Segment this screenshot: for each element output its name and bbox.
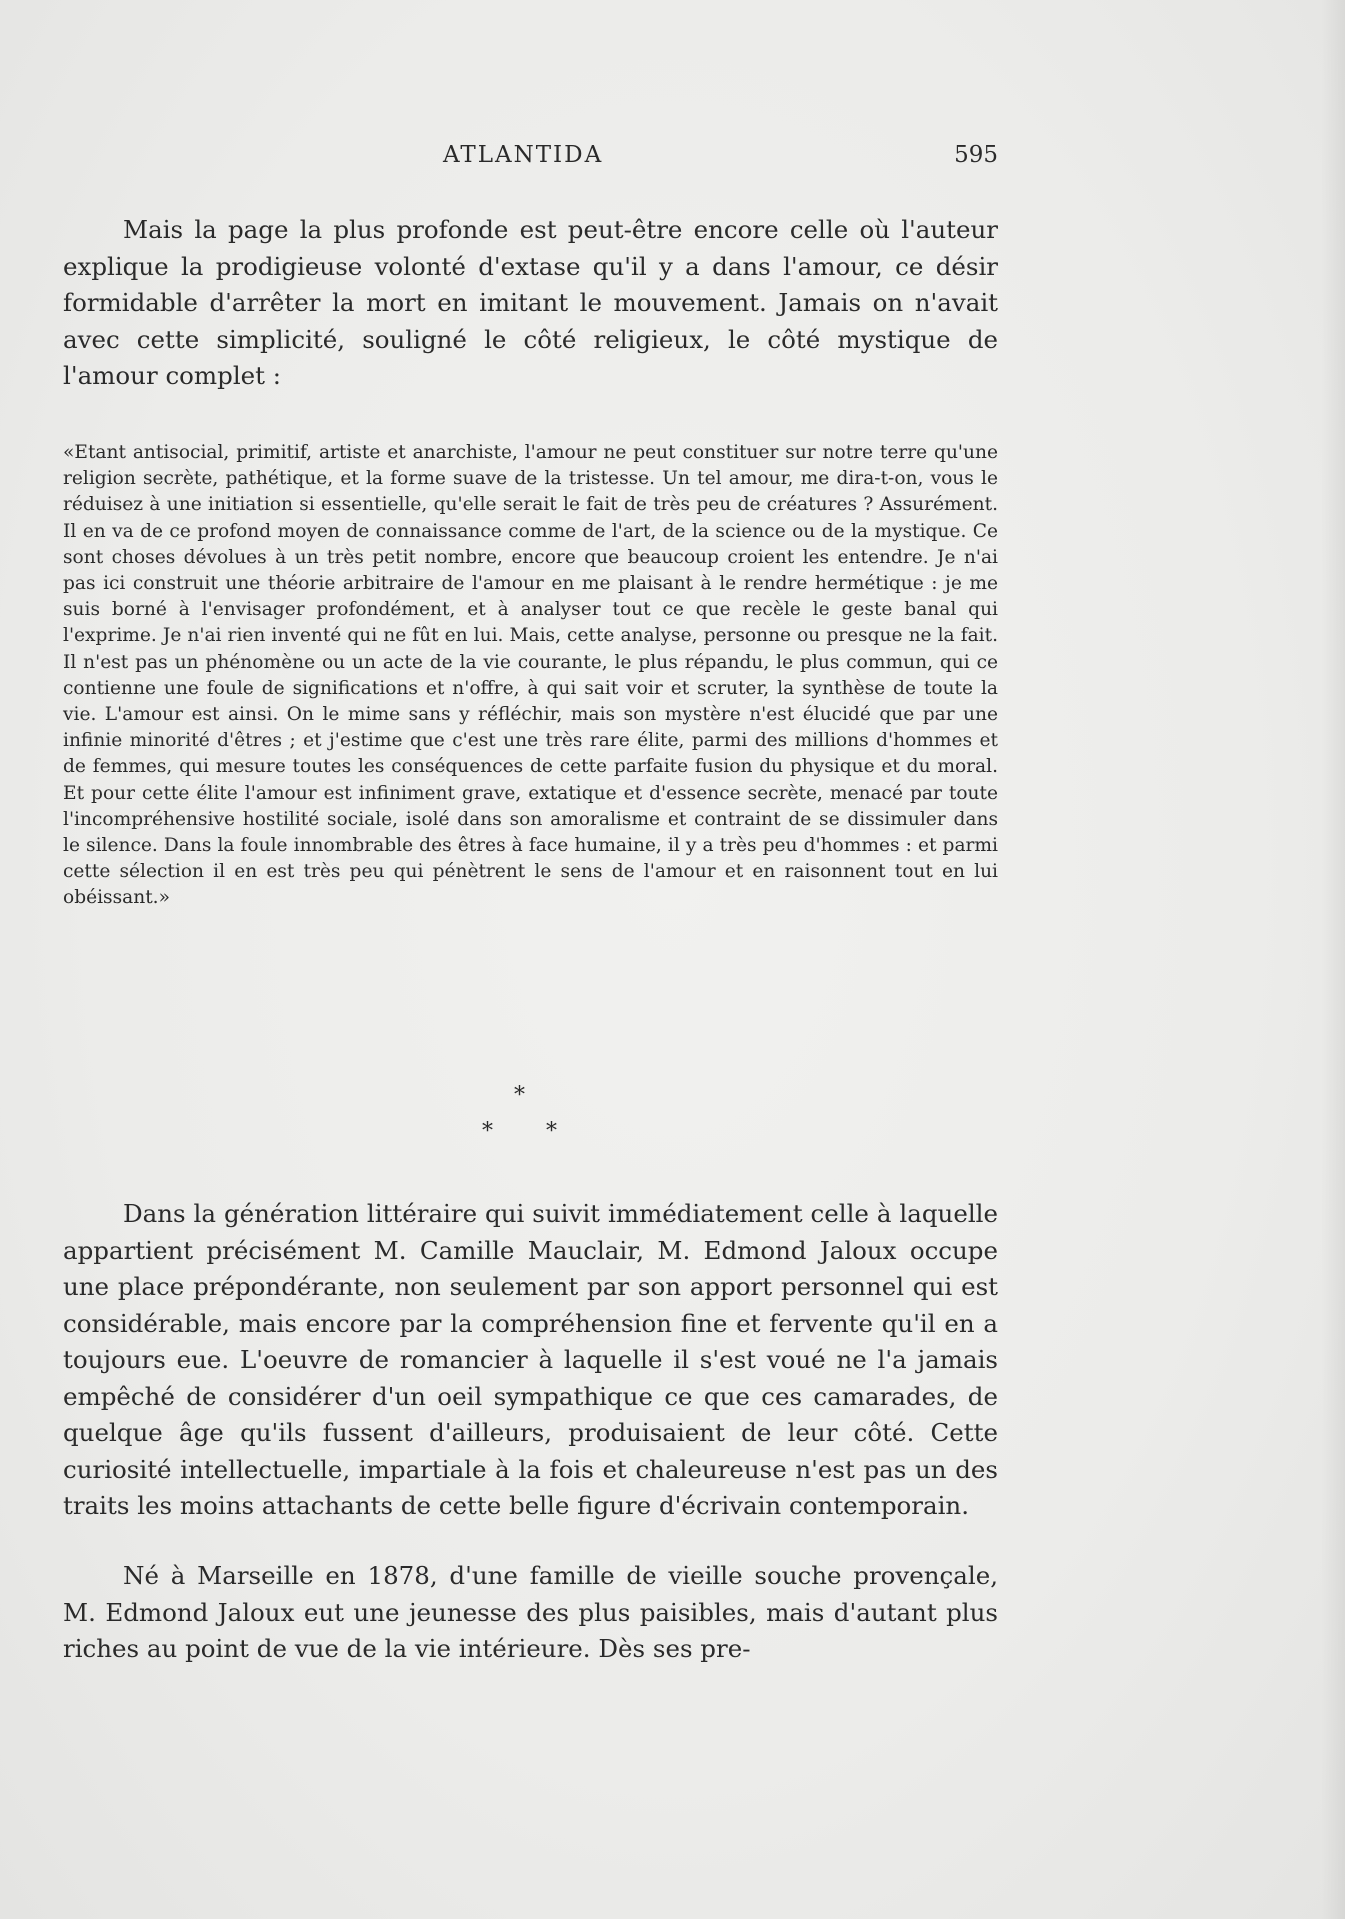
running-head [63, 142, 998, 178]
paragraph-jaloux: Dans la génération littéraire qui suivit immédiatement celle à laquelle appartient précisément M. Camille Mauclair, M. Edmond Jaloux occupe une place prépondérante, non seulement par son apport personnel qui est considérable, mais encore par la compréhension fine et fervente qu'il en a toujours eue. L'oeuvre de romancier à laquelle il s'est voué ne l'a jamais empêché de considérer d'un oeil sympathique ce que ces camarades, de quelque âge qu'ils fussent d'ailleurs, produisaient de leur côté. Cette curiosité intellectuelle, impartiale à la fois et chaleureuse n'est pas un des traits les moins attachants de cette belle figure d'écrivain contemporain. [63, 1199, 998, 1520]
asterism-star-right: * [546, 1119, 557, 1144]
page-number: 595 [954, 142, 998, 168]
paragraph-intro: Mais la page la plus profonde est peut-être encore celle où l'auteur explique la prodigieuse volonté d'extase qu'il y a dans l'amour, ce désir formidable d'arrêter la mort en imitant le mouvement. Jamais on n'avait avec cette simplicité, souligné le côté religieux, le côté mystique de l'amour complet : [63, 215, 998, 390]
paragraph-biography: Né à Marseille en 1878, d'une famille de vieille souche provençale, M. Edmond Jaloux eut une jeunesse des plus paisibles, mais d'autant plus riches au point de vue de la vie intérieure. Dès ses pre- [63, 1561, 998, 1663]
asterism-separator [470, 1083, 570, 1143]
block-quote: «Etant antisocial, primitif, artiste et anarchiste, l'amour ne peut constituer sur notre terre qu'une religion secrète, pathétique, et la forme suave de la tristesse. Un tel amour, me dira-t-on, vous le réduisez à une initiation si essentielle, qu'elle serait le fait de très peu de créatures ? Assurément. Il en va de ce profond moyen de connaissance comme de l'art, de la science ou de la mystique. Ce sont choses dévolues à un très petit nombre, encore que beaucoup croient les entendre. Je n'ai pas ici construit une théorie arbitraire de l'amour en me plaisant à le rendre hermétique : je me suis borné à l'envisager profondément, et à analyser tout ce que recèle le geste banal qui l'exprime. Je n'ai rien inventé qui ne fût en lui. Mais, cette analyse, personne ou presque ne la fait. Il n'est pas un phénomène ou un acte de la vie courante, le plus répandu, le plus commun, qui ce contienne une foule de significations et n'offre, à qui sait voir et scruter, la synthèse de toute la vie. L'amour est ainsi. On le mime sans y réfléchir, mais son mystère n'est élucidé que par une infinie minorité d'êtres ; et j'estime que c'est une très rare élite, parmi des millions d'hommes et de femmes, qui mesure toutes les conséquences de cette parfaite fusion du physique et du moral. Et pour cette élite l'amour est infiniment grave, extatique et d'essence secrète, menacé par toute l'incompréhensive hostilité sociale, isolé dans son amoralisme et contraint de se dissimuler dans le silence. Dans la foule innombrable des êtres à face humaine, il y a très peu d'hommes : et parmi cette sélection il en est très peu qui pénètrent le sens de l'amour et en raisonnent tout en lui obéissant.» [63, 442, 998, 909]
running-title: ATLANTIDA [443, 142, 604, 168]
asterism-star-left: * [482, 1119, 493, 1144]
asterism-star-top: * [514, 1083, 525, 1108]
page-edge-shadow [1321, 0, 1345, 1919]
